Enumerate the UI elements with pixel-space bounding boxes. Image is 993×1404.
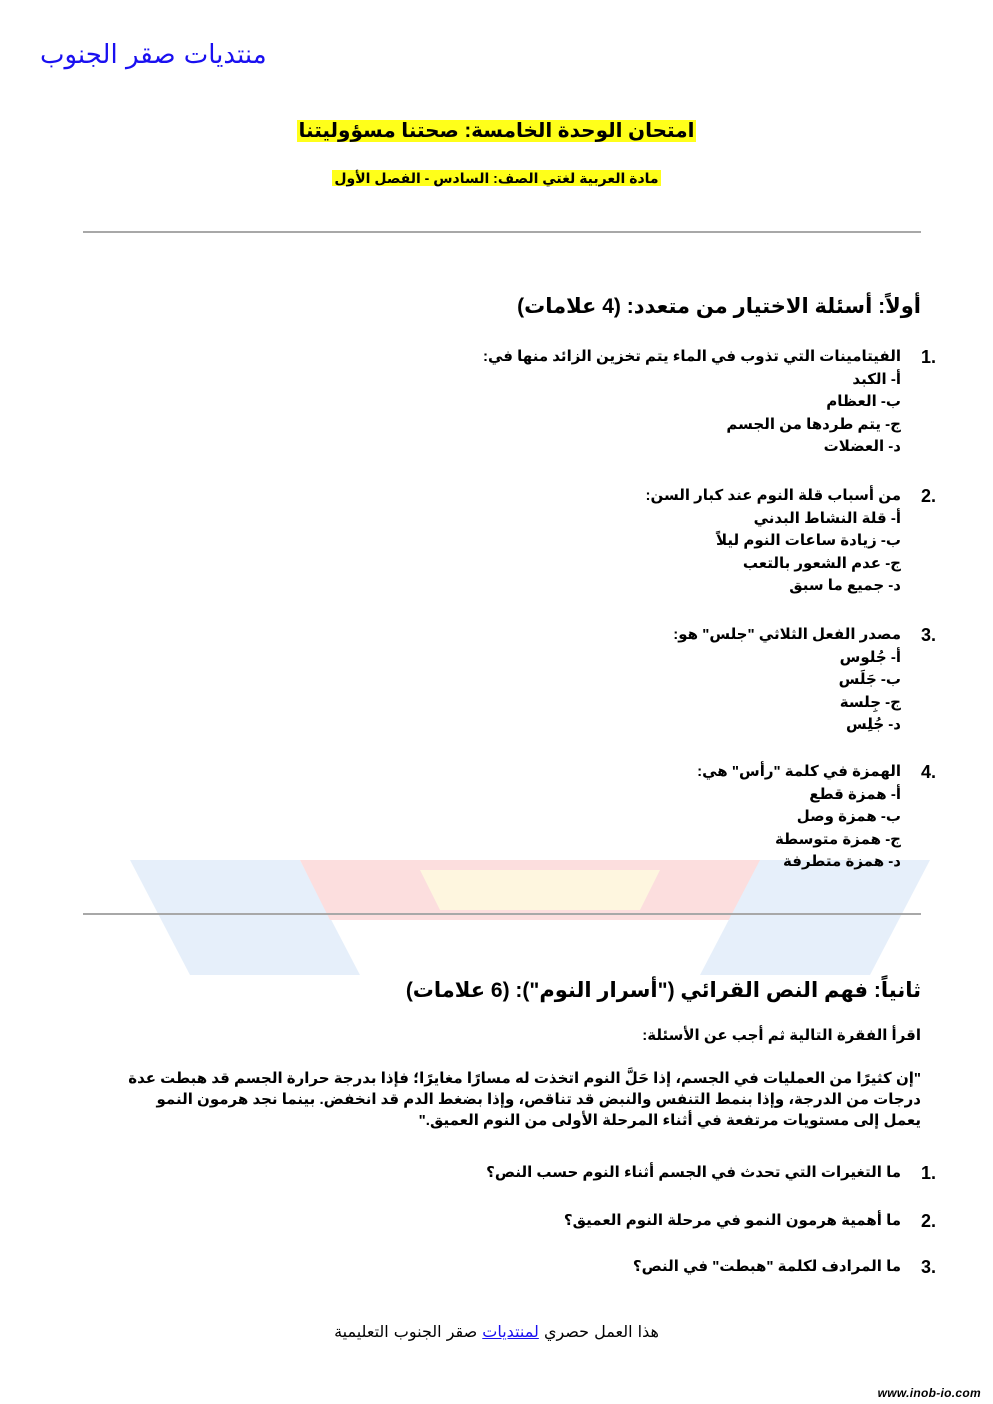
reading-question-3: [71, 1256, 951, 1279]
mcq-question-2: [71, 485, 951, 598]
divider-middle: [83, 913, 921, 915]
exam-title: [0, 118, 993, 143]
question-text: الفيتامينات التي تذوب في الماء يتم تخزين الزائد منها في:: [483, 348, 901, 365]
option-a[interactable]: أ- الكبد: [852, 370, 901, 388]
option-b[interactable]: ب- جَلَس: [838, 671, 901, 688]
option-d[interactable]: د- همزة متطرفة: [783, 853, 901, 870]
question-number: 1.: [921, 347, 937, 367]
reading-question-1: [71, 1162, 951, 1185]
option-b[interactable]: ب- العظام: [826, 393, 901, 410]
footer-url: www.inob-io.com: [877, 1386, 981, 1400]
option-a[interactable]: أ- قلة النشاط البدني: [753, 509, 901, 527]
option-d[interactable]: د- العضلات: [823, 438, 901, 455]
section2-heading: ثانياً: فهم النص القرائي ("أسرار النوم"): (6 علامات): [405, 979, 921, 1002]
exam-title-text: امتحان الوحدة الخامسة: صحتنا مسؤوليتنا: [298, 120, 695, 142]
option-a[interactable]: أ- همزة قطع: [809, 785, 901, 803]
option-c[interactable]: ج- همزة متوسطة: [774, 830, 901, 848]
question-text: الهمزة في كلمة "رأس" هي:: [697, 763, 901, 780]
question-number: 3.: [921, 625, 937, 645]
question-number: 3.: [921, 1257, 937, 1277]
option-d[interactable]: د- جُلِس: [846, 716, 901, 733]
reading-question-2: [71, 1210, 951, 1233]
reading-passage: "إن كثيرًا من العمليات في الجسم، إذا حَلَّ النوم اتخذت له مسارًا مغايرًا؛ فإذا بدرجة حرارة الجسم قد هبطت عدة درجات من الدرجة، وإذا بنمط التنفس والنبض قد تناقص، وإذا بضغط الدم قد انخفض. بينما نجد هرمون النمو يعمل إلى مستويات مرتفعة في أثناء المرحلة الأولى من النوم العميق.": [128, 1070, 921, 1129]
section1-heading: أولاً: أسئلة الاختيار من متعدد: (4 علامات): [517, 295, 921, 318]
exam-subtitle: [0, 170, 993, 187]
option-c[interactable]: ج- عدم الشعور بالتعب: [742, 554, 901, 572]
mcq-question-3: [71, 624, 951, 737]
question-text: ما أهمية هرمون النمو في مرحلة النوم العميق؟: [563, 1212, 901, 1229]
footer-note: [0, 1322, 993, 1341]
question-text: من أسباب قلة النوم عند كبار السن:: [645, 487, 901, 504]
site-title[interactable]: منتديات صقر الجنوب: [40, 40, 267, 70]
footer-note-before: هذا العمل حصري: [538, 1322, 659, 1341]
option-c[interactable]: ج- جِلسة: [839, 693, 901, 711]
option-b[interactable]: ب- همزة وصل: [796, 808, 901, 825]
question-text: ما التغيرات التي تحدث في الجسم أثناء النوم حسب النص؟: [486, 1164, 901, 1181]
option-d[interactable]: د- جميع ما سبق: [789, 577, 901, 594]
watermark-logo-icon: [100, 860, 960, 975]
option-c[interactable]: ج- يتم طردها من الجسم: [726, 415, 901, 433]
option-a[interactable]: أ- جُلوس: [839, 648, 901, 666]
question-number: 1.: [921, 1163, 937, 1183]
mcq-question-4: [71, 761, 951, 874]
forums-link[interactable]: لمنتديات: [482, 1322, 539, 1341]
question-number: 4.: [921, 762, 937, 782]
question-text: مصدر الفعل الثلاثي "جلس" هو:: [673, 626, 901, 643]
exam-subtitle-text: مادة العربية لغتي الصف: السادس - الفصل الأول: [334, 170, 659, 186]
reading-instruction: اقرأ الفقرة التالية ثم أجب عن الأسئلة:: [642, 1027, 921, 1044]
option-b[interactable]: ب- زيادة ساعات النوم ليلاً: [716, 532, 901, 549]
divider-top: [83, 231, 921, 233]
footer-note-after: صقر الجنوب التعليمية: [334, 1322, 483, 1341]
mcq-question-1: [71, 346, 951, 459]
question-number: 2.: [921, 1211, 937, 1231]
question-number: 2.: [921, 486, 937, 506]
question-text: ما المرادف لكلمة "هبطت" في النص؟: [632, 1258, 901, 1275]
